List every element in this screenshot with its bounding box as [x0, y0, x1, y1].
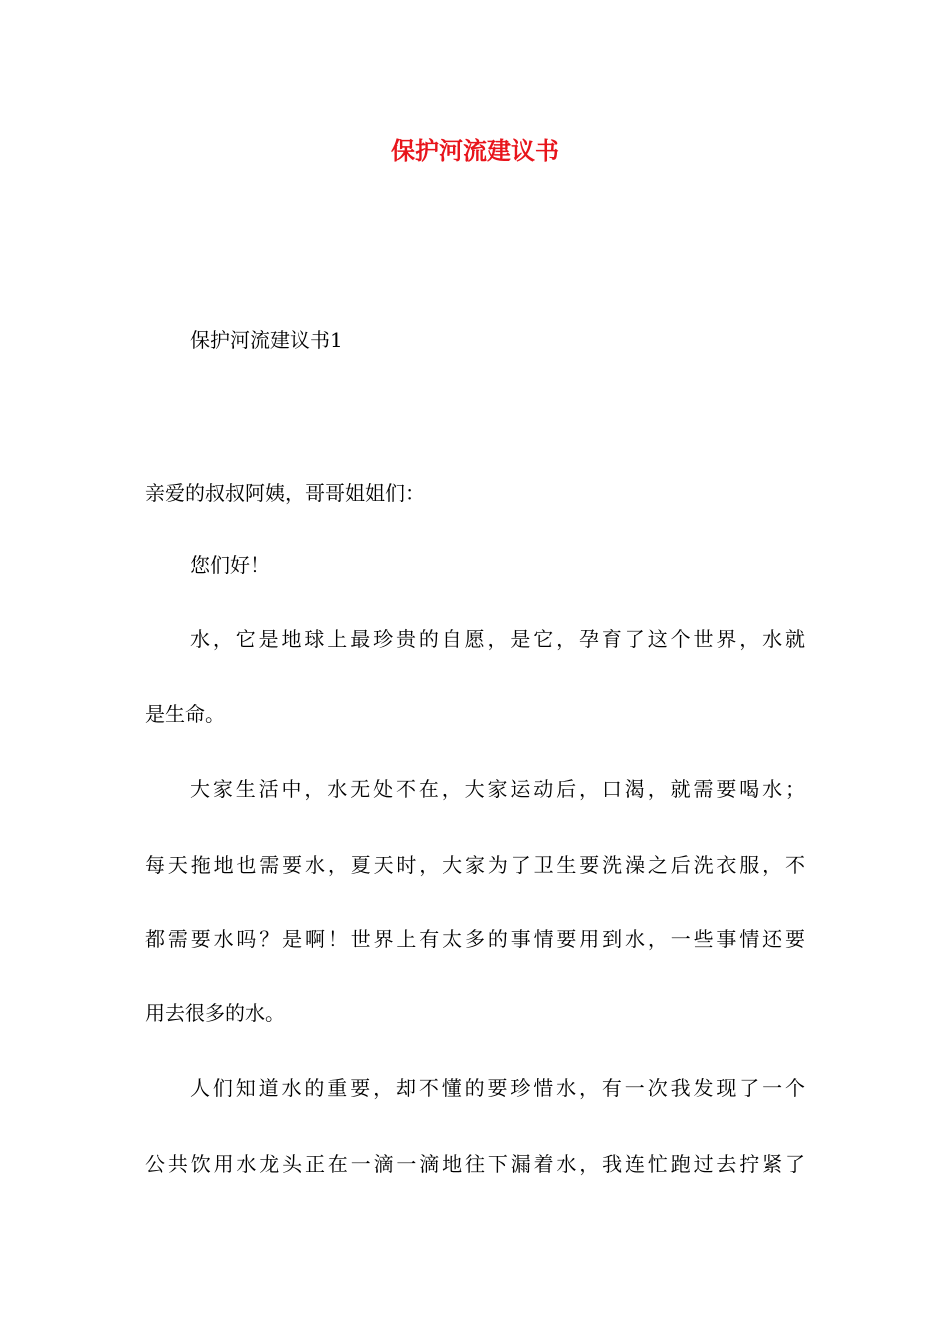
paragraph-line: 人们知道水的重要，却不懂的要珍惜水，有一次我发现了一个	[190, 1076, 805, 1100]
greeting: 您们好！	[190, 553, 270, 577]
paragraph-line: 都需要水吗？是啊！世界上有太多的事情要用到水，一些事情还要	[145, 927, 805, 951]
paragraph-line: 水，它是地球上最珍贵的自愿，是它，孕育了这个世界，水就	[190, 627, 805, 651]
paragraph-line: 大家生活中，水无处不在，大家运动后，口渴，就需要喝水；	[190, 777, 805, 801]
paragraph-line: 公共饮用水龙头正在一滴一滴地往下漏着水，我连忙跑过去拧紧了	[145, 1152, 805, 1176]
document-title: 保护河流建议书	[391, 136, 559, 165]
paragraph-line: 每天拖地也需要水，夏天时，大家为了卫生要洗澡之后洗衣服，不	[145, 853, 805, 877]
paragraph-line: 是生命。	[145, 702, 225, 726]
section-heading: 保护河流建议书1	[190, 328, 343, 352]
salutation: 亲爱的叔叔阿姨，哥哥姐姐们：	[145, 481, 425, 505]
paragraph-line: 用去很多的水。	[145, 1001, 285, 1025]
